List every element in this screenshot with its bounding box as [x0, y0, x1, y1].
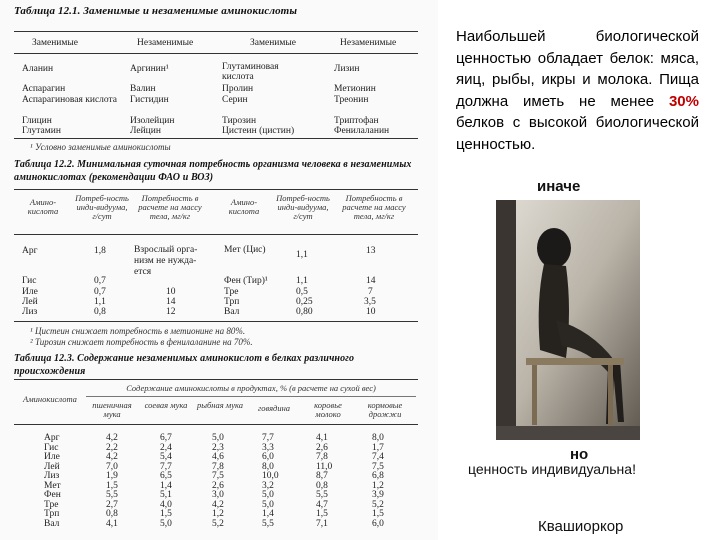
paragraph-text-end: белков с высокой биологической ценностью. [456, 114, 699, 153]
table2-cell: 14 [366, 276, 376, 286]
table1-header: Заменимые [32, 38, 78, 48]
table1-cell: Фенилаланин [334, 126, 390, 136]
word-inache: иначе [537, 178, 581, 195]
table3-column: 7,7 3,3 6,0 8,0 10,0 3,2 5,0 5,0 1,4 5,5 [262, 433, 279, 529]
table1-title: Таблица 12.1. Заменимые и незаменимые аминокислоты [14, 5, 298, 17]
table2-header: Амино-кислота [228, 197, 260, 216]
table3-top-rule [14, 379, 418, 380]
table2-footnote: ¹ Цистеин снижает потребность в метионине на 80%. [30, 326, 246, 336]
table1-cell: Лейцин [130, 126, 161, 136]
table2-cell: Иле [22, 287, 38, 297]
table2-header: Потребность в расчете на массу тела, мг/кг [342, 193, 406, 221]
table3-header-rule [14, 424, 418, 425]
kwashiorkor-caption: Квашиоркор [538, 518, 624, 535]
table2-cell: 13 [366, 246, 376, 256]
table2-cell: 7 [368, 287, 373, 297]
table1-cell: Цистеин (цистин) [222, 126, 295, 136]
table2-footnote: ² Тирозин снижает потребность в фенилаланине на 70%. [30, 337, 253, 347]
table1-cell: Изолейцин [130, 116, 175, 126]
table2-cell: 10 [366, 307, 376, 317]
individual-value-text: ценность индивидуальна! [468, 461, 636, 477]
table1-footnote: ¹ Условно заменимые аминокислоты [30, 142, 171, 152]
table3-column: 5,0 2,3 4,6 7,8 7,5 2,6 3,0 4,2 1,2 5,2 [212, 433, 224, 529]
table1-cell: Тирозин [222, 116, 257, 126]
table2-cell: Взрослый орга-низм не нужда-ется [134, 245, 198, 277]
table3-header: соевая мука [144, 400, 188, 410]
table2-header: Потребность в расчете на массу тела, мг/кг [138, 193, 202, 221]
table1-cell: Метионин [334, 84, 376, 94]
table1-header: Незаменимые [340, 38, 397, 48]
table2-cell: Трп [224, 297, 240, 307]
table2-cell: 0,5 [296, 287, 308, 297]
table2-cell: 1,1 [296, 250, 308, 260]
table1-header-rule [14, 53, 418, 54]
table3-header: говядина [257, 403, 291, 413]
table2-bottom-rule [14, 321, 418, 322]
table2-cell: Лей [22, 297, 38, 307]
child-photo [496, 200, 640, 440]
table2-title: Таблица 12.2. Минимальная суточная потребность организма человека в незаменимых аминокислотах (рекомендации ФАО и ВОЗ) [14, 159, 412, 183]
table2-cell: 1,1 [94, 297, 106, 307]
table1-cell: Аргинин¹ [130, 64, 169, 74]
table1-header: Заменимые [250, 38, 296, 48]
table1-cell: Аспарагиновая кислота [22, 95, 118, 105]
table2-cell: 14 [166, 297, 176, 307]
table1-cell: Глутамин [22, 126, 61, 136]
table1-cell: Треонин [334, 95, 369, 105]
table2-cell: 0,80 [296, 307, 313, 317]
table1-top-rule [14, 31, 418, 32]
table3-group-rule [86, 396, 416, 397]
table3-title: Таблица 12.3. Содержание незаменимых аминокислот в белках различного происхождения [14, 353, 355, 377]
table2-cell: 10 [166, 287, 176, 297]
table3-header: кормовые дрожжи [367, 400, 403, 419]
table1-cell: Аланин [22, 64, 54, 74]
table2-cell: 0,7 [94, 276, 106, 286]
table2-cell: Вал [224, 307, 240, 317]
table2-cell: Гис [22, 276, 37, 286]
table1-cell: Аспарагин [22, 84, 66, 94]
table1-cell: Серин [222, 95, 248, 105]
table1-cell: Гистидин [130, 95, 169, 105]
table2-header: Амино-кислота [27, 197, 59, 216]
table3-row-labels: Арг Гис Иле Лей Лиз Мет Фен Тре Трп Вал [44, 433, 61, 529]
table1-cell: Глутаминовая кислота [222, 62, 279, 82]
table2-header: Потреб-ность инди-видуума, г/сут [276, 193, 330, 221]
table2-header: Потреб-ность инди-видуума, г/сут [75, 193, 129, 221]
table2-cell: Фен (Тир)¹ [224, 276, 268, 286]
table3-aa-header: Аминокислота [23, 394, 77, 404]
table3-column: 6,7 2,4 5,4 7,7 6,5 1,4 5,1 4,0 1,5 5,0 [160, 433, 172, 529]
table2-cell: 0,7 [94, 287, 106, 297]
table2-cell: 0,8 [94, 307, 106, 317]
table1-cell: Пролин [222, 84, 254, 94]
table2-cell: 1,1 [296, 276, 308, 286]
table3-header: рыбная мука [196, 400, 244, 410]
table1-header: Незаменимые [137, 38, 194, 48]
paragraph-text: Наибольшей биологической ценностью обладает белок: мяса, яиц, рыбы, икры и молока. Пища должна иметь не менее [456, 28, 699, 110]
highlight-percent: 30% [668, 92, 699, 110]
table3-column: 4,1 2,6 7,8 11,0 8,7 0,8 5,5 4,7 1,5 7,1 [316, 433, 333, 529]
table2-cell: Тре [224, 287, 239, 297]
table2-top-rule [14, 189, 418, 190]
table3-column: 8,0 1,7 7,4 7,5 6,8 1,2 3,9 5,2 1,5 6,0 [372, 433, 384, 529]
table2-cell: 1,8 [94, 246, 106, 256]
table3-column: 4,2 2,2 4,2 7,0 1,9 1,5 5,5 2,7 0,8 4,1 [106, 433, 118, 529]
table3-group-header: Содержание аминокислоты в продуктах, % (в расчете на сухой вес) [126, 383, 376, 393]
table1-cell: Глицин [22, 116, 52, 126]
table1-cell: Лизин [334, 64, 360, 74]
table2-cell: 12 [166, 307, 176, 317]
table3-header: пшеничная мука [92, 400, 132, 419]
table2-header-rule [14, 234, 418, 235]
table1-cell: Триптофан [334, 116, 379, 126]
table2-cell: Арг [22, 246, 38, 256]
table2-cell: Мет (Цис) [224, 245, 266, 255]
main-paragraph [456, 26, 699, 155]
table1-cell: Валин [130, 84, 156, 94]
table1-bottom-rule [14, 138, 418, 139]
table2-cell: 0,25 [296, 297, 313, 307]
word-no: но [570, 446, 589, 463]
table3-header: коровье молоко [314, 400, 342, 419]
right-panel [440, 0, 720, 540]
table2-cell: Лиз [22, 307, 38, 317]
table2-cell: 3,5 [364, 297, 376, 307]
